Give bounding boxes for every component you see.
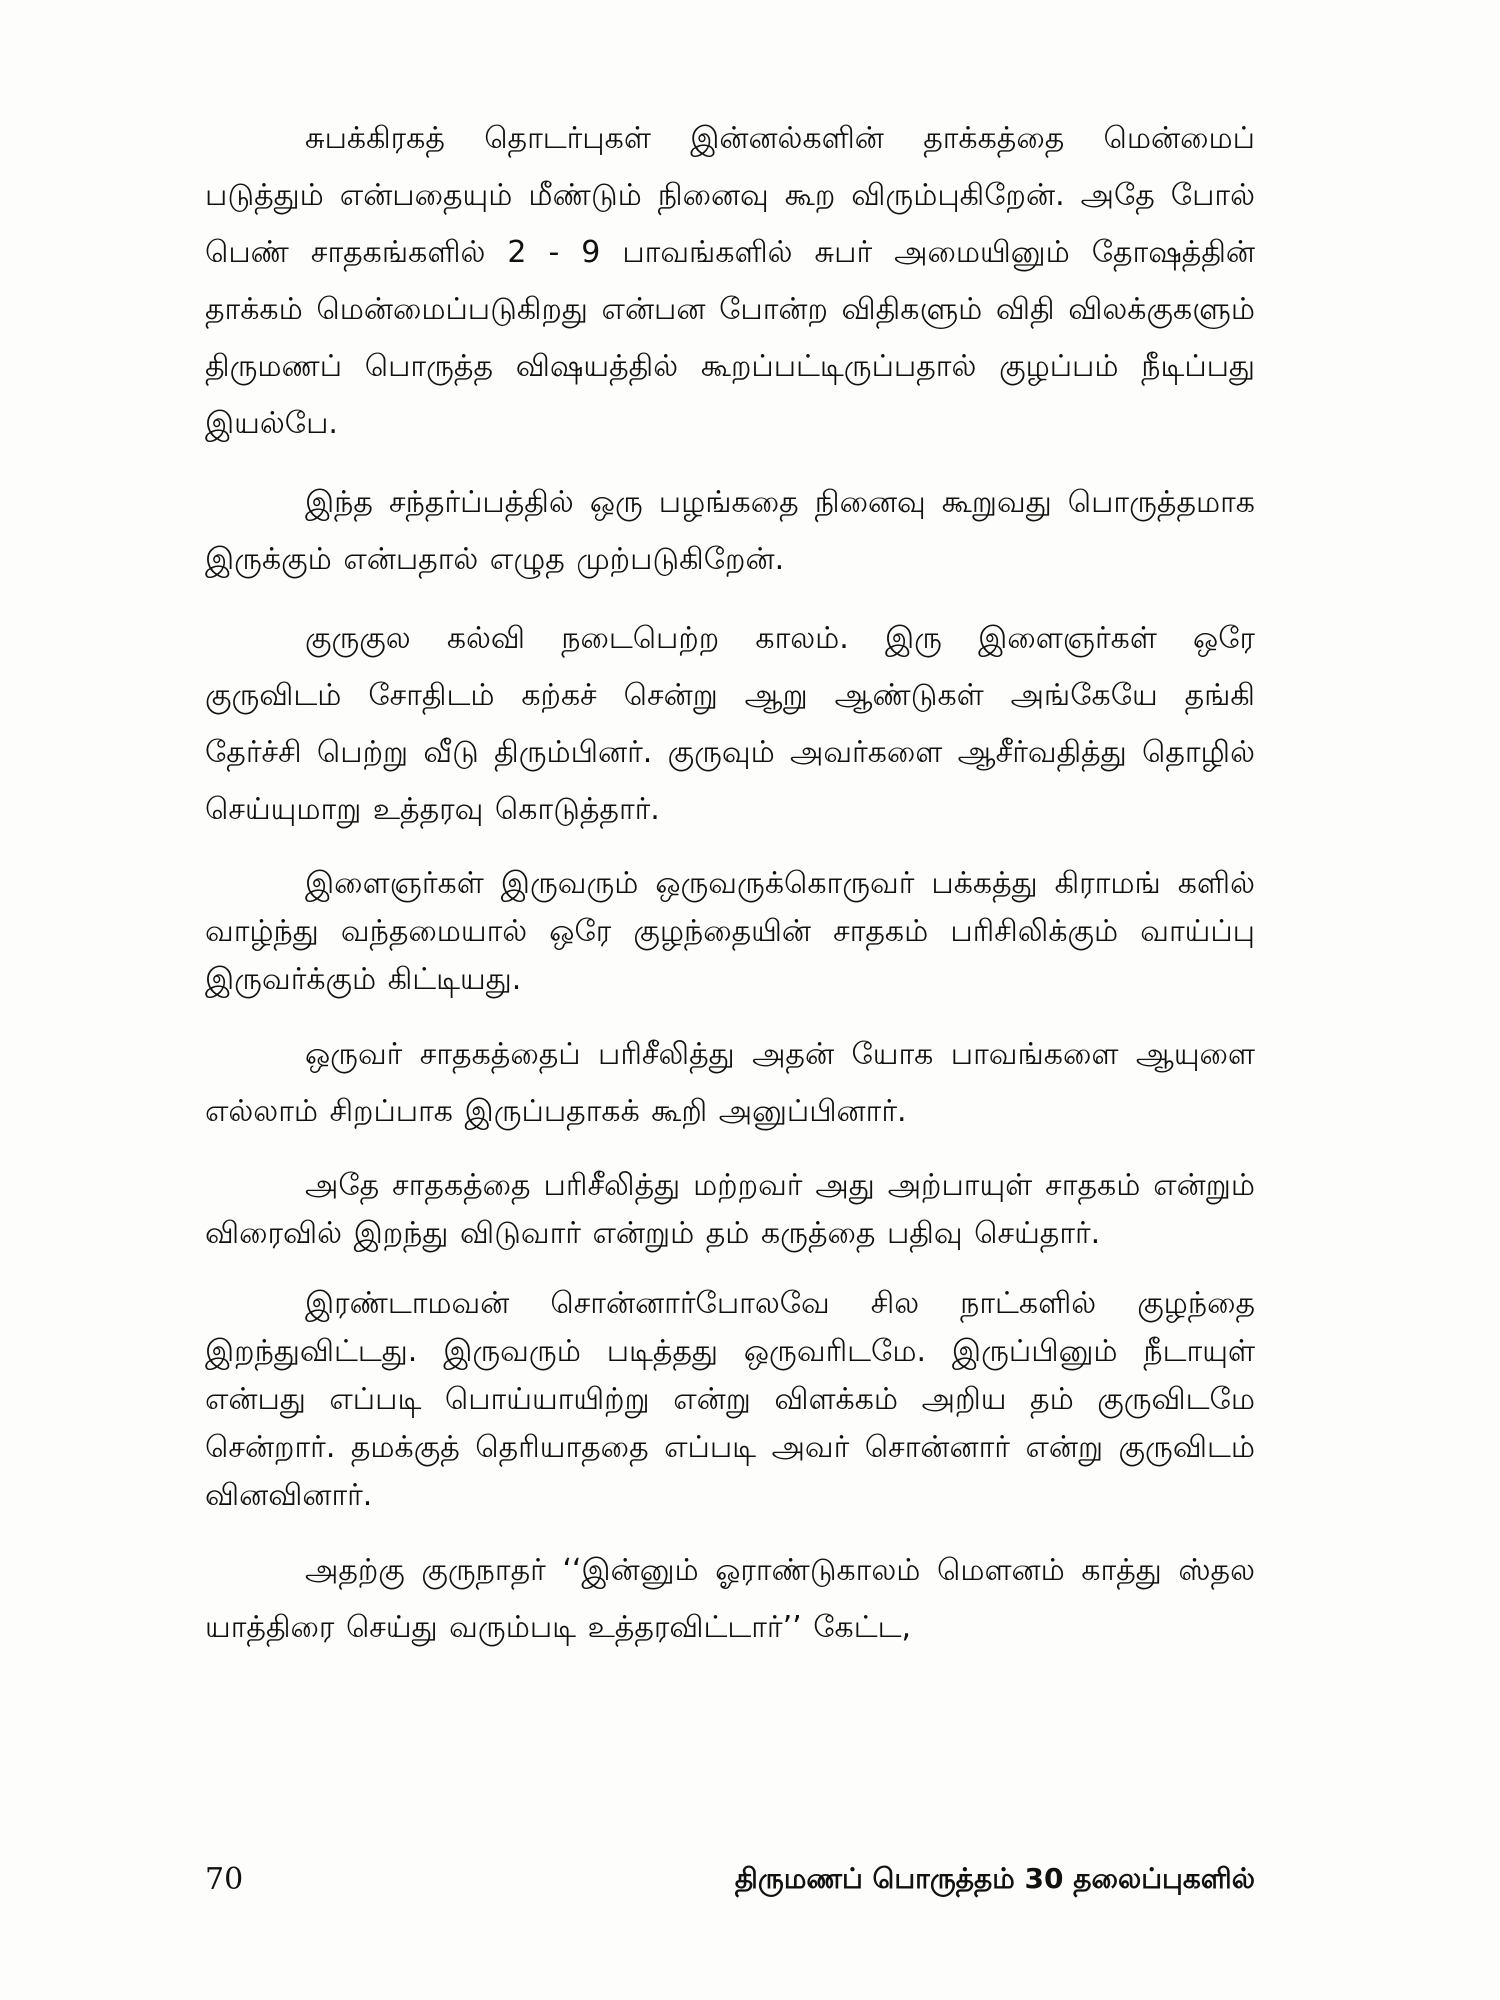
paragraph-6: அதே சாதகத்தை பரிசீலித்து மற்றவர் அது அற்பாயுள் சாதகம் என்றும் விரைவில் இறந்து விடுவார் என்றும் தம் கருத்தை பதிவு செய்தார்.: [205, 1168, 1255, 1251]
body-text: [205, 110, 1255, 1678]
paragraph-5: ஒருவர் சாதகத்தைப் பரிசீலித்து அதன் யோக பாவங்களை ஆயுளை எல்லாம் சிறப்பாக இருப்பதாகக் கூறி அனுப்பினார்.: [205, 1037, 1255, 1129]
paragraph-4: இளைஞர்கள் இருவரும் ஒருவருக்கொருவர் பக்கத்து கிராமங் களில் வாழ்ந்து வந்தமையால் ஒரே குழந்தையின் சாதகம் பரிசிலிக்கும் வாய்ப்பு இருவர்க்கும் கிட்டியது.: [205, 866, 1255, 997]
page-footer: [205, 1862, 1255, 1902]
paragraph-1: சுபக்கிரகத் தொடர்புகள் இன்னல்களின் தாக்கத்தை மென்மைப் படுத்தும் என்பதையும் மீண்டும் நினைவு கூற விரும்புகிறேன். அதே போல் பெண் சாதகங்களில் 2 - 9 பாவங்களில் சுபர் அமையினும் தோஷத்தின் தாக்கம் மென்மைப்படுகிறது என்பன போன்ற விதிகளும் விதி விலக்குகளும் திருமணப் பொருத்த விஷயத்தில் கூறப்பட்டிருப்பதால் குழப்பம் நீடிப்பது இயல்பே.: [205, 121, 1255, 441]
paragraph-7: இரண்டாமவன் சொன்னார்போலவே சில நாட்களில் குழந்தை இறந்துவிட்டது. இருவரும் படித்தது ஒருவரிடமே. இருப்பினும் நீடாயுள் என்பது எப்படி பொய்யாயிற்று என்று விளக்கம் அறிய தம் குருவிடமே சென்றார். தமக்குத் தெரியாததை எப்படி அவர் சொன்னார் என்று குருவிடம் வினவினார்.: [205, 1286, 1255, 1513]
page-number: 70: [205, 1862, 244, 1897]
paragraph-3: குருகுல கல்வி நடைபெற்ற காலம். இரு இளைஞர்கள் ஒரே குருவிடம் சோதிடம் கற்கச் சென்று ஆறு ஆண்டுகள் அங்கேயே தங்கி தேர்ச்சி பெற்று வீடு திரும்பினர். குருவும் அவர்களை ஆசீர்வதித்து தொழில் செய்யுமாறு உத்தரவு கொடுத்தார்.: [205, 621, 1255, 827]
book-title: திருமணப் பொருத்தம் 30 தலைப்புகளில்: [734, 1862, 1255, 1895]
paragraph-2: இந்த சந்தர்ப்பத்தில் ஒரு பழங்கதை நினைவு கூறுவது பொருத்தமாக இருக்கும் என்பதால் எழுத முற்படுகிறேன்.: [205, 485, 1255, 577]
paragraph-8: அதற்கு குருநாதர் ‘‘இன்னும் ஓராண்டுகாலம் மௌனம் காத்து ஸ்தல யாத்திரை செய்து வரும்படி உத்தரவிட்டார்’’ கேட்ட,: [205, 1553, 1255, 1645]
